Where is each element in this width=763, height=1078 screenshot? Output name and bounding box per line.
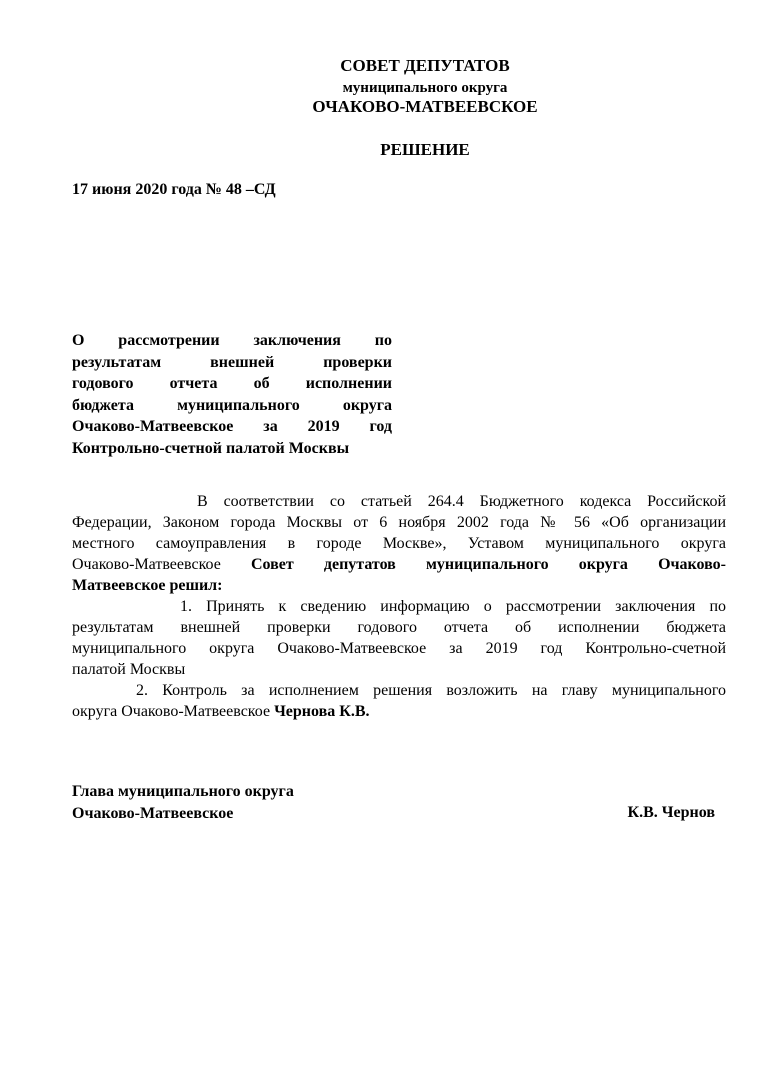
org-subtitle: муниципального округа [342, 80, 508, 96]
paragraph-line [72, 701, 726, 722]
responsible-person: Чернова К.В. [274, 703, 370, 720]
paragraph-text: Очаково-Матвеевское [72, 556, 221, 573]
preamble-paragraph [72, 491, 726, 596]
signatory-name: К.В. Чернов [627, 804, 715, 821]
decision-item-2 [72, 680, 726, 722]
subject-line: Контрольно-счетной палатой Москвы [72, 439, 350, 457]
paragraph-line: В соответствии со статьей 264.4 Бюджетного кодекса Российской [197, 493, 726, 510]
district-title: ОЧАКОВО-МАТВЕЕВСКОЕ [312, 97, 538, 116]
subject-line: годового отчета об исполнении [72, 375, 392, 392]
signatory-title [72, 781, 294, 824]
decision-item-1 [72, 596, 726, 680]
org-title: СОВЕТ ДЕПУТАТОВ [340, 56, 510, 75]
subject-line: Очаково-Матвеевское за 2019 год [72, 418, 392, 435]
paragraph-line: Федерации, Законом города Москвы от 6 ноября 2002 года № 56 «Об организации [72, 514, 726, 531]
subject-line: бюджета муниципального округа [72, 396, 392, 414]
paragraph-line: 2. Контроль за исполнением решения возложить на главу муниципального [136, 682, 726, 699]
paragraph-line: 1. Принять к сведению информацию о рассмотрении заключения по [180, 598, 726, 615]
paragraph-text: округа Очаково-Матвеевское [72, 703, 275, 720]
paragraph-line: палатой Москвы [72, 661, 186, 678]
paragraph-line: местного самоуправления в городе Москве», Уставом муниципального округа [72, 535, 726, 552]
signatory-title-line: Очаково-Матвеевское [72, 804, 234, 822]
document-subject [72, 330, 392, 459]
decision-body-text: Совет депутатов муниципального округа Очаково- [250, 556, 726, 573]
document-type: РЕШЕНИЕ [380, 140, 470, 159]
signatory-title-line: Глава муниципального округа [72, 783, 294, 800]
paragraph-line: результатам внешней проверки годового отчета об исполнении бюджета [72, 619, 726, 636]
subject-line: результатам внешней проверки [72, 353, 392, 371]
paragraph-line: муниципального округа Очаково-Матвеевское за 2019 год Контрольно-счетной [72, 640, 726, 657]
subject-line: О рассмотрении заключения по [72, 332, 392, 349]
paragraph-line: Матвеевское решил: [72, 577, 223, 594]
document-date-number: 17 июня 2020 года № 48 –СД [72, 181, 276, 198]
paragraph-line [72, 554, 726, 575]
